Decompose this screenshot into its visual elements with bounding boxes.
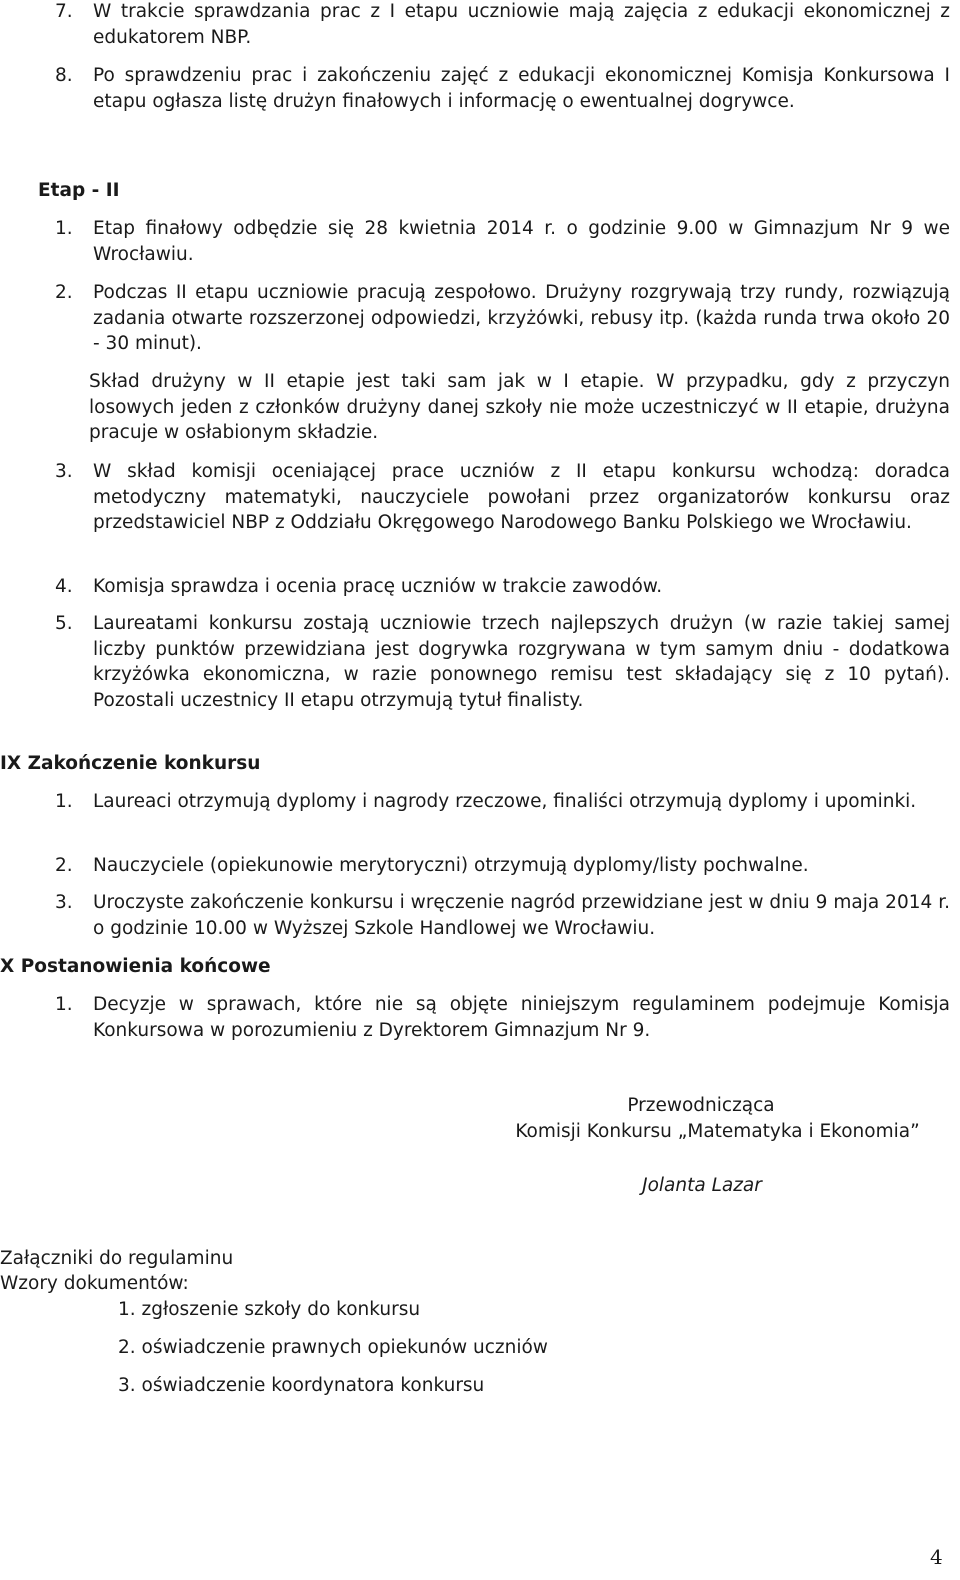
item-text: Nauczyciele (opiekunowie merytoryczni) otrzymują dyplomy/listy pochwalne. (93, 855, 809, 876)
item-number: 3. (55, 461, 73, 482)
list-item (55, 789, 950, 815)
list-item (55, 853, 950, 879)
item-text: W skład komisji oceniającej prace uczniów z II etapu konkursu wchodzą: doradca metodyczny matematyki, nauczyciele powołani przez organizatorów konkursu oraz przedstawiciel NBP z Oddziału Okręgowego Narodowego Banku Polskiego we Wrocławiu. (93, 461, 950, 533)
paragraph (51, 369, 950, 446)
attachment-item: 3. oświadczenie koordynatora konkursu (118, 1375, 485, 1396)
list-item (55, 280, 950, 357)
item-number: 1. (55, 994, 73, 1015)
list-item (55, 63, 950, 114)
page-number: 4 (930, 1545, 943, 1569)
section-heading: IX Zakończenie konkursu (0, 753, 261, 774)
section-heading: X Postanowienia końcowe (0, 956, 271, 977)
attachment-item: 2. oświadczenie prawnych opiekunów uczniów (118, 1337, 548, 1358)
item-text: Laureaci otrzymują dyplomy i nagrody rzeczowe, finaliści otrzymują dyplomy i upominki. (93, 791, 917, 812)
list-item (55, 890, 950, 941)
list-item (55, 574, 950, 600)
item-number: 3. (55, 892, 73, 913)
item-text: Decyzje w sprawach, które nie są objęte niniejszym regulaminem podejmuje Komisja Konkursowa w porozumieniu z Dyrektorem Gimnazjum Nr 9. (93, 994, 950, 1041)
section-heading: Etap - II (38, 180, 120, 201)
list-item (55, 216, 950, 267)
item-number: 7. (55, 1, 73, 22)
signature-role: Przewodnicząca (627, 1095, 775, 1116)
item-text: W trakcie sprawdzania prac z I etapu uczniowie mają zajęcia z edukacji ekonomicznej z edukatorem NBP. (93, 1, 950, 48)
signature-name: Jolanta Lazar (642, 1175, 762, 1196)
attachments-subtitle: Wzory dokumentów: (0, 1273, 189, 1294)
signature-committee: Komisji Konkursu „Matematyka i Ekonomia” (515, 1121, 920, 1142)
item-text: Komisja sprawdza i ocenia pracę uczniów w trakcie zawodów. (93, 576, 663, 597)
item-text: Etap finałowy odbędzie się 28 kwietnia 2014 r. o godzinie 9.00 w Gimnazjum Nr 9 we Wrocławiu. (93, 218, 950, 265)
item-number: 5. (55, 613, 73, 634)
item-number: 8. (55, 65, 73, 86)
list-item (55, 0, 950, 50)
list-item (55, 992, 950, 1043)
item-number: 4. (55, 576, 73, 597)
item-text: Podczas II etapu uczniowie pracują zespołowo. Drużyny rozgrywają trzy rundy, rozwiązują zadania otwarte rozszerzonej odpowiedzi, krzyżówki, rebusy itp. (każda runda trwa około 20 - 30 minut). (93, 282, 950, 354)
attachments-title: Załączniki do regulaminu (0, 1248, 234, 1269)
list-item (55, 611, 950, 713)
item-text: Laureatami konkursu zostają uczniowie trzech najlepszych drużyn (w razie takiej samej liczby punktów przewidziana jest dogrywka rozgrywana w tym samym dniu - dodatkowa krzyżówka ekonomiczna, w razie ponownego remisu test składający się z 10 pytań). Pozostali uczestnicy II etapu otrzymują tytuł finalisty. (93, 613, 950, 711)
item-number: 2. (55, 855, 73, 876)
paragraph-text: Skład drużyny w II etapie jest taki sam jak w I etapie. W przypadku, gdy z przyczyn losowych jeden z członków drużyny danej szkoły nie może uczestniczyć w II etapie, drużyna pracuje w osłabionym składzie. (89, 371, 950, 443)
list-item (55, 459, 950, 536)
item-number: 1. (55, 791, 73, 812)
item-number: 1. (55, 218, 73, 239)
item-text: Po sprawdzeniu prac i zakończeniu zajęć z edukacji ekonomicznej Komisja Konkursowa I etapu ogłasza listę drużyn finałowych i informację o ewentualnej dogrywce. (93, 65, 950, 112)
item-number: 2. (55, 282, 73, 303)
attachment-item: 1. zgłoszenie szkoły do konkursu (118, 1299, 421, 1320)
item-text: Uroczyste zakończenie konkursu i wręczenie nagród przewidziane jest w dniu 9 maja 2014 r. o godzinie 10.00 w Wyższej Szkole Handlowej we Wrocławiu. (93, 892, 950, 939)
